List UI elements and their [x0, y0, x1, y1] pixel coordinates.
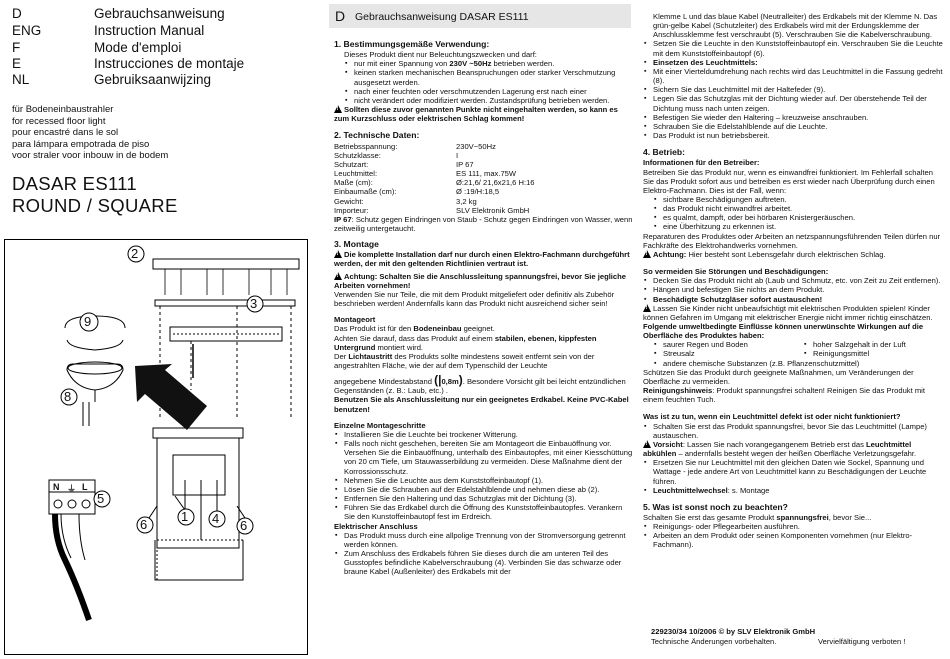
spec-row: [334, 169, 634, 178]
section-header: [329, 4, 631, 28]
subtitle-es: para lámpara empotrada de piso: [12, 138, 150, 150]
spec-row: [334, 206, 634, 215]
list-item: ▪ Zum Anschluss des Erdkabels führen Sie dieses durch die am unteren Teil des Gusstopfes befindliche Kabelverschraubung (4). Verbinden Sie das schwarze oder braune Kabel (Außenleiter) des Erdkabels mit der: [334, 549, 634, 576]
paragraph: angegebene Mindestabstand (|0,8m). Besondere Vorsicht gilt bei leicht entzündlichen Gegenständen (z. B.: Laub, etc.) .: [334, 373, 626, 396]
language-title: Instrucciones de montaje: [94, 56, 245, 71]
subtitle-de: für Bodeneinbaustrahler: [12, 104, 114, 115]
installation-diagram: [4, 239, 308, 655]
subsection-title: Einzelne Montageschritte: [334, 420, 426, 430]
spec-row: [334, 160, 634, 169]
subsection-title: Was ist zu tun, wenn ein Leuchtmittel defekt ist oder nicht funktioniert?: [643, 412, 901, 422]
list-item: ▪ saurer Regen und Boden: [653, 340, 803, 349]
paragraph: Der Lichtaustritt des Produkts sollte mindestens soweit entfernt sein von der angestrahlten Fläche, wie der auf dem Typenschild der Leuchte: [334, 351, 595, 370]
callout-6-right: 6: [240, 518, 248, 533]
spec-row: [334, 197, 634, 206]
spec-key: Schutzklasse:: [334, 150, 381, 160]
list-item: ▪ Entfernen Sie den Haltering und das Schutzglas mit der Dichtung (3).: [334, 494, 634, 503]
paragraph: Schützen Sie das Produkt durch geeignete Maßnahmen, um Veränderungen der Oberfläche zu vermeiden.: [643, 367, 914, 386]
paragraph: Achten Sie darauf, dass das Produkt auf einem stabilen, ebenen, kippfesten Untergrund montiert wird.: [334, 333, 597, 352]
spec-row: [334, 142, 634, 151]
warning-paragraph: !Lassen Sie Kinder nicht unbeaufsichtigt mit elektrischen Produkten spielen! Kinder können Gefahren im Umgang mit elektrischer Energie nicht immer richtig einschätzen.: [643, 304, 943, 322]
spec-key: Schutzart:: [334, 159, 369, 169]
spec-value: Ø :19/H:18,5: [456, 187, 500, 197]
spec-key: Gewicht:: [334, 196, 364, 206]
distance-symbol: (|0,8m): [434, 373, 463, 388]
list-item: ▪ Beschädigte Schutzgläser sofort austauschen!: [643, 295, 943, 304]
terminal-pe-label: ⏚: [67, 484, 77, 494]
language-title: Mode d'emploi: [94, 40, 182, 55]
footer-changes: Technische Änderungen vorbehalten.: [651, 637, 777, 646]
section-title: 1. Bestimmungsgemäße Verwendung:: [334, 39, 490, 49]
warning-paragraph: !Achtung: Hier besteht sont Lebensgefahr durch elektrischen Schlag.: [643, 250, 943, 259]
footer-copy: Vervielfältigung verboten !: [818, 637, 906, 646]
product-variant: ROUND / SQUARE: [12, 195, 178, 216]
subtitle-fr: pour encastré dans le sol: [12, 127, 119, 138]
header-language-letter: D: [335, 8, 346, 24]
callout-8: 8: [64, 389, 72, 404]
paragraph: Betreiben Sie das Produkt nur, wenn es einwandfrei funktioniert. Im Fehlerfall schalten Sie das Produkt sofort aus und betreiben es erst wieder nach Überprüfung durch einen Elektro-Fachmann. Dies ist der Fall, wenn:: [643, 167, 935, 195]
language-title: Gebrauchsanweisung: [94, 6, 225, 21]
spec-value: I: [456, 150, 459, 160]
warning-paragraph: !Sollten diese zuvor genannten Punkte nicht eingehalten werden, so kann es zum Kurzschluss oder elektrischen Schlag kommen!: [334, 105, 634, 123]
list-item: ▪ sichtbare Beschädigungen auftreten.: [653, 195, 943, 204]
spec-value: IP 67: [456, 159, 474, 169]
paragraph: Reinigungshinweis: Produkt spannungsfrei schalten! Reinigen Sie das Produkt mit einem feuchten Tuch.: [643, 386, 925, 405]
subtitle-en: for recessed floor light: [12, 115, 106, 127]
list-item: ▪ Schrauben Sie die Edelstahlblende auf die Leuchte.: [643, 122, 943, 131]
language-title: Instruction Manual: [94, 23, 205, 38]
avoid-list: [643, 276, 943, 294]
paragraph: IP 67: Schutz gegen Eindringen von Staub - Schutz gegen Eindringen von Wasser, wenn zeitweilig untergetaucht.: [334, 214, 633, 233]
spec-value: 230V~50Hz: [456, 141, 496, 151]
language-code: F: [12, 40, 21, 55]
paragraph: Verwenden Sie nur Teile, die mit dem Produkt mitgeliefert oder definitiv als Zubehör beschrieben werden! Andernfalls kann das Produkt nicht ausreichend sicher sein!: [334, 289, 615, 309]
language-code: D: [12, 6, 22, 21]
callout-6-left: 6: [140, 517, 148, 532]
list-item: ▪ nicht verändert oder modifiziert werden. Zustandsprüfung betrieben werden.: [344, 96, 634, 105]
list-item: ▪ Lösen Sie die Schrauben auf der Edelstahlblende und nehmen diese ab (2).: [334, 485, 634, 494]
list-item: ▪ Führen Sie das Erdkabel durch die Öffnung des Kunststoffeinbautopfes. Verankern Sie den Kunstoffeinbautopf fest im Erdreich.: [334, 503, 634, 521]
spec-row: [334, 151, 634, 160]
terminal-l-label: L: [82, 482, 88, 492]
product-name: DASAR ES111: [12, 173, 137, 194]
list-item: ▪ Setzen Sie die Leuchte in den Kunststoffeinbautopf ein. Verschrauben Sie die Leuchte mit dem Kunststoffeinbautopf (6).: [643, 39, 943, 57]
callout-5: 5: [97, 491, 105, 506]
fault-list: [653, 195, 943, 232]
subsection-title: Informationen für den Betreiber:: [643, 158, 760, 168]
paragraph: Reparaturen des Produktes oder Arbeiten an netzspannungsführenden Teilen dürfen nur Fachkräfte des Elektrohandwerks vornehmen.: [643, 231, 941, 250]
warning-paragraph: !Die komplette Installation darf nur durch einen Elektro-Fachmann durchgeführt werden, der mit den geltenden Richtlinien vertraut ist.: [334, 250, 634, 268]
warning-icon: [334, 250, 342, 258]
list-item: ▪ Decken Sie das Produkt nicht ab (Laub und Schmutz, etc. von Zeit zu Zeit entfernen).: [643, 276, 943, 285]
list-item: ▪ Arbeiten an dem Produkt oder seinen Komponenten vornehmen (nur Elektro-Fachmann).: [643, 531, 943, 549]
text-column-1: [334, 40, 634, 576]
spec-key: Betriebsspannung:: [334, 141, 398, 151]
list-item: ▪ eine Überhitzung zu erkennen ist.: [653, 222, 943, 231]
section-title: 5. Was ist sonst noch zu beachten?: [643, 501, 788, 512]
lamp-list: [643, 422, 943, 440]
warning-icon: [334, 272, 342, 280]
paragraph: Klemme L und das blaue Kabel (Neutralleiter) des Erdkabels mit der Klemme N. Das grün-gelbe Kabel (Schutzleiter) des Erdkabels wird mit der Erdungsklemme der Anschlussklemme fest verschraubt (5). Verschrauben Sie die Kabelverschraubung.: [653, 12, 938, 40]
paragraph: Folgende umweltbedingte Einflüsse können unerwünschte Wirkungen auf die Oberfläche des Produktes haben:: [643, 322, 924, 341]
callout-1: 1: [181, 509, 189, 524]
language-code: E: [12, 56, 22, 71]
list-item: ▪ Installieren Sie die Leuchte bei trockener Witterung.: [334, 430, 634, 439]
header-title: Gebrauchsanweisung DASAR ES111: [355, 11, 529, 23]
paragraph: Benutzen Sie als Anschlussleitung nur ein geeignetes Erdkabel. Keine PVC-Kabel benutzen!: [334, 395, 629, 414]
callout-4: 4: [212, 511, 220, 526]
spec-value: Ø:21,6/ 21,6x21,6 H:16: [456, 178, 535, 188]
callout-9: 9: [84, 314, 92, 329]
warning-paragraph: !Vorsicht: Lassen Sie nach vorangegangenem Betrieb erst das Leuchtmittel abkühlen – andernfalls besteht wegen der heißen Oberfläche Verletzungsgefahr.: [643, 440, 943, 458]
list-item: ▪ keinen starken mechanischen Beanspruchungen oder starker Verschmutzung ausgesetzt werden.: [344, 68, 634, 86]
list-item: ▪ Ersetzen Sie nur Leuchtmittel mit den gleichen Daten wie Sockel, Spannung und Wattage - jede andere Art von Leuchtmittel kann zu Beschädigungen der Leuchte führen.: [643, 458, 943, 485]
subsection-title: So vermeiden Sie Störungen und Beschädigungen:: [643, 267, 829, 277]
spec-key: Importeur:: [334, 205, 369, 215]
callout-2: 2: [131, 246, 139, 261]
list-item: ▪ Befestigen Sie wieder den Haltering – kreuzweise anschrauben.: [643, 113, 943, 122]
installation-drawing: [5, 240, 307, 654]
list-item: ▪ hoher Salzgehalt in der Luft: [803, 340, 906, 349]
spec-table: [334, 142, 634, 215]
list-item: ▪ Schalten Sie erst das Produkt spannungsfrei, bevor Sie das Leuchtmittel (Lampe) austauschen.: [643, 422, 943, 440]
language-title: Gebruiksaanwijzing: [94, 72, 212, 87]
list-item: ▪ das Produkt nicht einwandfrei arbeitet.: [653, 204, 943, 213]
spec-value: SLV Elektronik GmbH: [456, 205, 530, 215]
list-item: ▪ Leuchtmittelwechsel: s. Montage: [643, 486, 943, 495]
subsection-title: Montageort: [334, 315, 376, 325]
warning-icon: [643, 304, 651, 312]
section-title: 3. Montage: [334, 239, 379, 250]
subsection-title: Elektrischer Anschluss: [334, 521, 418, 531]
electrical-list: [334, 531, 634, 577]
final-list: [643, 522, 943, 549]
language-code: ENG: [12, 23, 42, 38]
warning-icon: [334, 105, 342, 113]
warning-paragraph: !Achtung: Schalten Sie die Anschlussleitung spannungsfrei, bevor Sie jegliche Arbeiten vornehmen!: [334, 272, 634, 290]
list-item: ▪ Einsetzen des Leuchtmittels:: [643, 58, 943, 67]
spec-row: [334, 187, 634, 196]
spec-key: Maße (cm):: [334, 178, 373, 188]
warning-icon: [643, 250, 651, 258]
spec-key: Einbaumaße (cm):: [334, 187, 397, 197]
list-item: ▪ Falls noch nicht geschehen, bereiten Sie am Montageort die Einbauöffnung vor. Versehen Sie die Einbauöffnung, unterhalb des Einbautopfes, mit einer Kiesschüttung von 20 cm Tiefe, um Stauwasserbildung zu vermeiden. Diese Maßnahme dient der Korrossionsschutz.: [334, 439, 634, 476]
list-item: ▪ Das Produkt muss durch eine allpolige Trennung von der Stromversorgung getrennt werden können.: [334, 531, 634, 549]
list-item: ▪ Reinigungsmittel: [803, 349, 869, 358]
list-item: ▪ Mit einer Vierteldumdrehung nach rechts wird das Leuchtmittel in die Fassung gedreht (8).: [643, 67, 943, 85]
subtitle-nl: voor straler voor inbouw in de bodem: [12, 150, 169, 161]
steps-list: [334, 430, 634, 522]
list-item: ▪ nach einer feuchten oder verschmutzenden Lagerung erst nach einer: [344, 87, 634, 96]
footer-article: 229230/34 10/2006 © by SLV Elektronik GmbH: [651, 627, 816, 636]
list-item: ▪ nur mit einer Spannung von 230V ~50Hz betrieben werden.: [344, 59, 634, 68]
list-item: ▪ Nehmen Sie die Leuchte aus dem Kunststoffeinbautopf (1).: [334, 476, 634, 485]
text-column-2: [643, 12, 943, 550]
spec-row: [334, 178, 634, 187]
influence-grid: [653, 340, 943, 367]
warning-icon: [643, 440, 651, 448]
paragraph: Schalten Sie erst das gesamte Produkt spannungsfrei, bevor Sie...: [643, 512, 872, 522]
callout-3: 3: [250, 296, 258, 311]
paragraph: Dieses Produkt dient nur Beleuchtungszwecken und darf:: [344, 50, 537, 60]
spec-value: 3,2 kg: [456, 196, 477, 206]
list-item: ▪ Das Produkt ist nun betriebsbereit.: [643, 131, 943, 140]
section-title: 2. Technische Daten:: [334, 130, 420, 141]
list-item: ▪ Sichern Sie das Leuchtmittel mit der Haltefeder (9).: [643, 85, 943, 94]
section-title: 4. Betrieb:: [643, 147, 686, 158]
list-item: ▪ andere chemische Substanzen (z.B. Pflanzenschutzmittel): [653, 359, 859, 368]
list-item: ▪ Streusalz: [653, 349, 803, 358]
list-item: ▪ Legen Sie das Schutzglas mit der Dichtung wieder auf. Der überstehende Teil der Dichtung muss nach unten zeigen.: [643, 94, 943, 112]
spec-value: ES 111, max.75W: [456, 169, 517, 179]
list-item: ▪ Reinigungs- oder Pflegearbeiten ausführen.: [643, 522, 943, 531]
spec-key: Leuchtmittel:: [334, 169, 378, 179]
language-code: NL: [12, 72, 30, 87]
terminal-n-label: N: [53, 482, 60, 492]
list-item: ▪ es qualmt, dampft, oder bei hörbaren Knistergeräuschen.: [653, 213, 943, 222]
paragraph: Das Produkt ist für den Bodeneinbau geeignet.: [334, 324, 495, 334]
list-item: ▪ Hängen und befestigen Sie nichts an dem Produkt.: [643, 285, 943, 294]
